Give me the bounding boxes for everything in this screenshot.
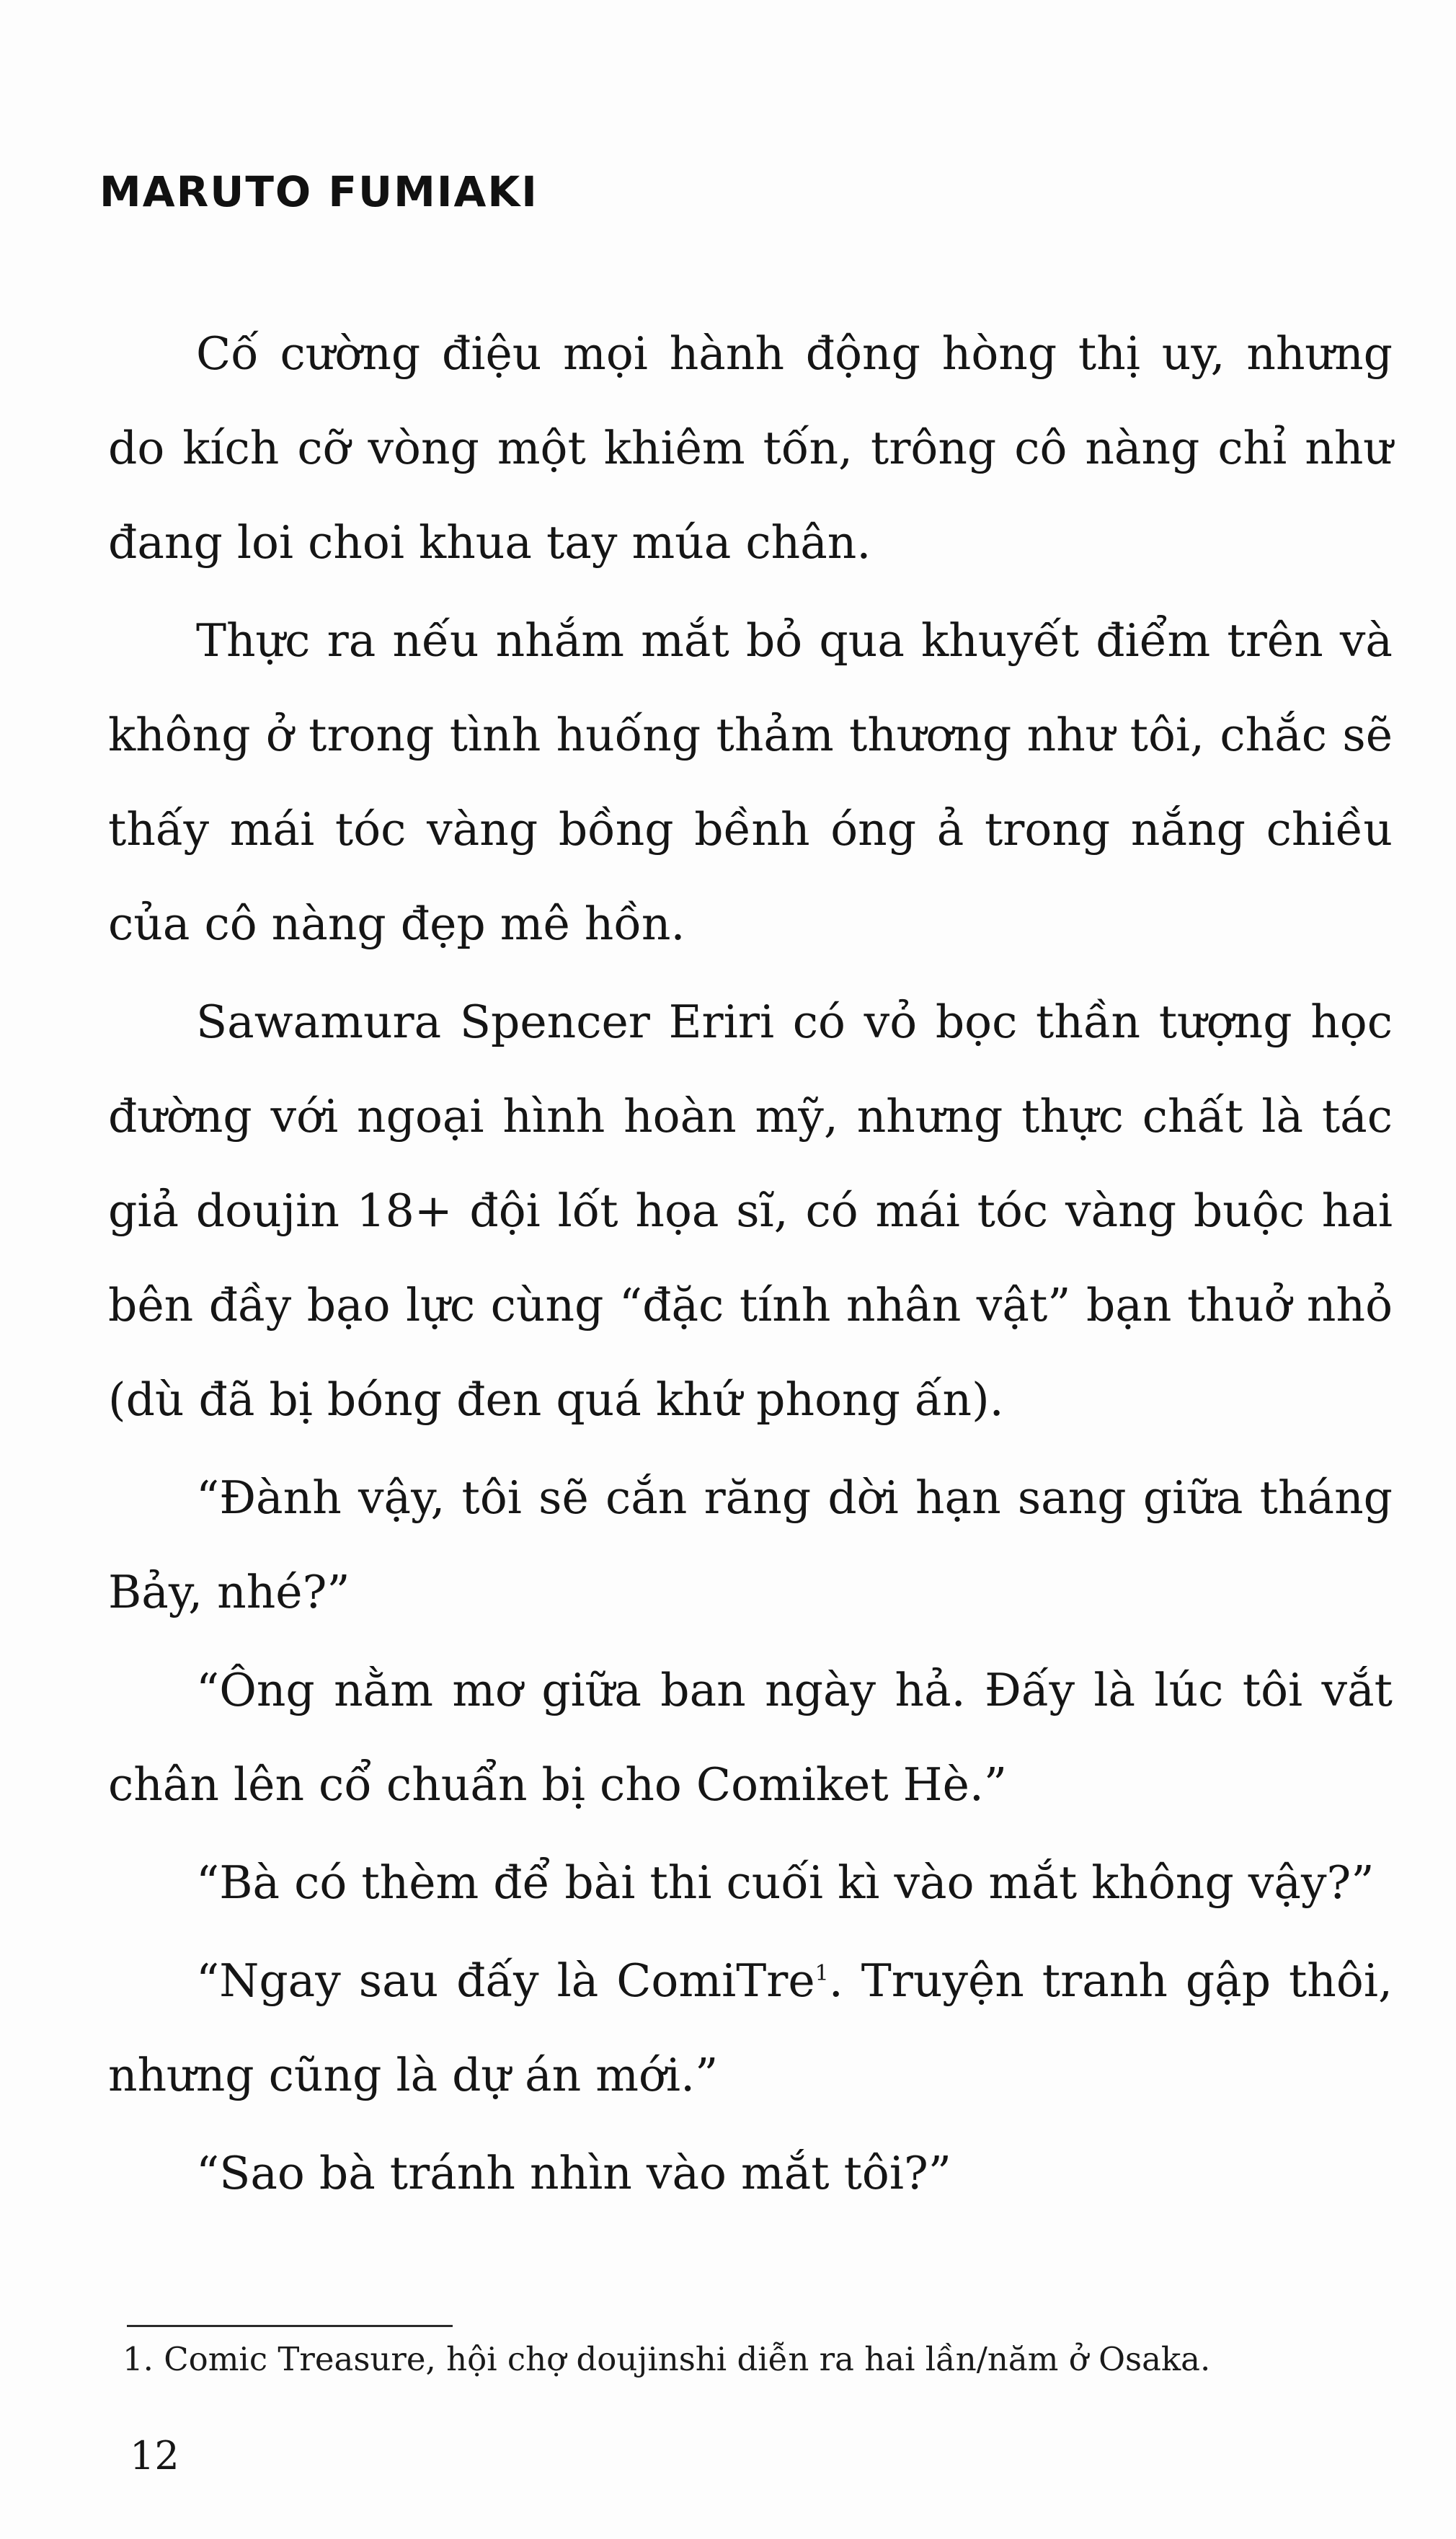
paragraph: “Sao bà tránh nhìn vào mắt tôi?” — [196, 2147, 951, 2199]
paragraph-with-footnote-ref — [108, 1933, 1393, 2122]
paragraph: “Bà có thèm để bài thi cuối kì vào mắt không vậy?” — [196, 1856, 1375, 1909]
paragraph-text-before: “Ngay sau đấy là ComiTre — [196, 1954, 815, 2007]
footnote: 1. Comic Treasure, hội chợ doujinshi diễn ra hai lần/năm ở Osaka. — [123, 2340, 1211, 2378]
paragraph-text-after: . Truyện tranh gập thôi, nhưng cũng là dự án mới.” — [108, 1954, 1393, 2101]
paragraph: “Đành vậy, tôi sẽ cắn răng dời hạn sang giữa tháng Bảy, nhé?” — [108, 1471, 1393, 1618]
paragraph: “Ông nằm mơ giữa ban ngày hả. Đấy là lúc tôi vắt chân lên cổ chuẩn bị cho Comiket Hè.” — [108, 1664, 1393, 1811]
footnote-marker[interactable]: 1 — [814, 1961, 829, 1986]
paragraph: Sawamura Spencer Eriri có vỏ bọc thần tượng học đường với ngoại hình hoàn mỹ, nhưng thực chất là tác giả doujin 18+ đội lốt họa sĩ, có mái tóc vàng buộc hai bên đầy bạo lực cùng “đặc tính nhân vật” bạn thuở nhỏ (dù đã bị bóng đen quá khứ phong ấn). — [108, 996, 1393, 1426]
page-number: 12 — [130, 2433, 179, 2478]
footnote-divider — [127, 2325, 453, 2327]
body-text — [108, 306, 1393, 2220]
running-head-title: MARUTO FUMIAKI — [99, 167, 538, 216]
paragraph: Thực ra nếu nhắm mắt bỏ qua khuyết điểm trên và không ở trong tình huống thảm thương như tôi, chắc sẽ thấy mái tóc vàng bồng bềnh óng ả trong nắng chiều của cô nàng đẹp mê hồn. — [108, 614, 1393, 950]
paragraph: Cố cường điệu mọi hành động hòng thị uy, nhưng do kích cỡ vòng một khiêm tốn, trông cô nàng chỉ như đang loi choi khua tay múa chân. — [108, 327, 1393, 569]
